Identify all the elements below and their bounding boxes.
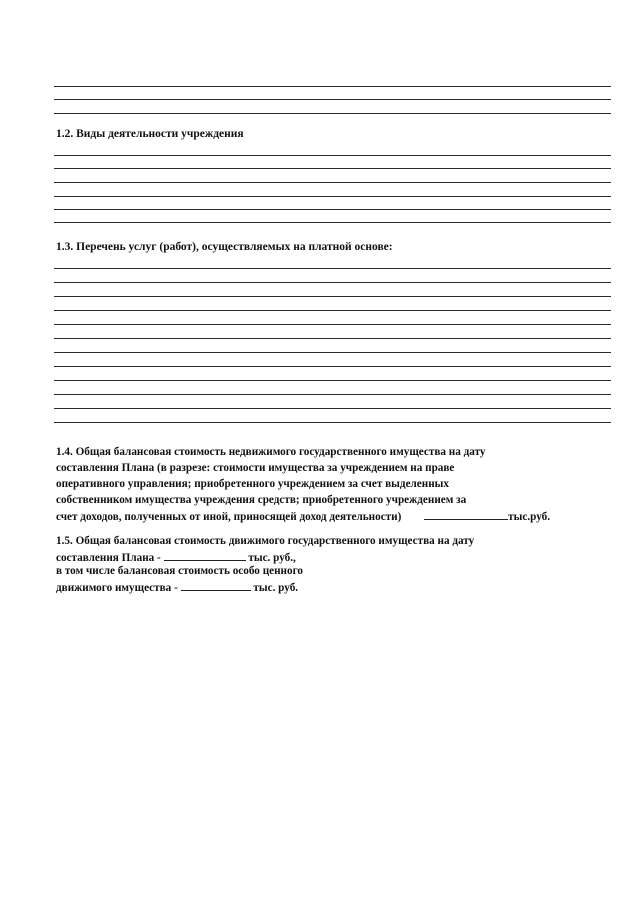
- text-segment: счет доходов, полученных от иной, приносящей доход деятельности): [56, 511, 402, 523]
- fill-line: [54, 352, 611, 353]
- fill-line: [54, 196, 611, 197]
- fill-line: [54, 268, 611, 269]
- text-line: 1.4. Общая балансовая стоимость недвижимого государственного имущества на дату: [56, 446, 486, 458]
- unit-label: тыс.руб.: [508, 511, 551, 523]
- fill-line: [54, 338, 611, 339]
- fill-line: [54, 366, 611, 367]
- text-line: собственником имущества учреждения средств; приобретенного учреждением за: [56, 494, 467, 506]
- value-blank[interactable]: [181, 579, 251, 591]
- section-1-2-heading: 1.2. Виды деятельности учреждения: [56, 128, 244, 140]
- section-1-4-paragraph: [56, 444, 550, 524]
- text-line: оперативного управления; приобретенного учреждением за счет выделенных: [56, 478, 449, 490]
- unit-label: тыс. руб.: [250, 582, 299, 594]
- fill-line: [54, 209, 611, 210]
- fill-line: [54, 380, 611, 381]
- fill-line: [54, 222, 611, 223]
- text-line: в том числе балансовая стоимость особо ценного: [56, 565, 303, 577]
- fill-line: [54, 182, 611, 183]
- section-1-5-paragraph: [56, 533, 474, 595]
- text-line: 1.5. Общая балансовая стоимость движимого государственного имущества на дату: [56, 535, 475, 547]
- fill-line: [54, 408, 611, 409]
- fill-line: [54, 99, 611, 100]
- value-blank[interactable]: [424, 508, 508, 520]
- fill-line: [54, 422, 611, 423]
- text-segment: составления Плана -: [56, 552, 164, 564]
- text-line: составления Плана (в разрезе: стоимости имущества за учреждением на праве: [56, 462, 455, 474]
- text-line: [56, 508, 550, 524]
- section-1-3-heading: 1.3. Перечень услуг (работ), осуществляемых на платной основе:: [56, 241, 393, 253]
- value-blank[interactable]: [164, 549, 246, 561]
- fill-line: [54, 394, 611, 395]
- fill-line: [54, 324, 611, 325]
- fill-line: [54, 86, 611, 87]
- text-line: [56, 579, 474, 595]
- fill-line: [54, 310, 611, 311]
- fill-line: [54, 296, 611, 297]
- unit-label: тыс. руб.,: [245, 552, 296, 564]
- fill-line: [54, 282, 611, 283]
- fill-line: [54, 113, 611, 114]
- fill-line: [54, 155, 611, 156]
- text-segment: движимого имущества -: [56, 582, 181, 594]
- fill-line: [54, 168, 611, 169]
